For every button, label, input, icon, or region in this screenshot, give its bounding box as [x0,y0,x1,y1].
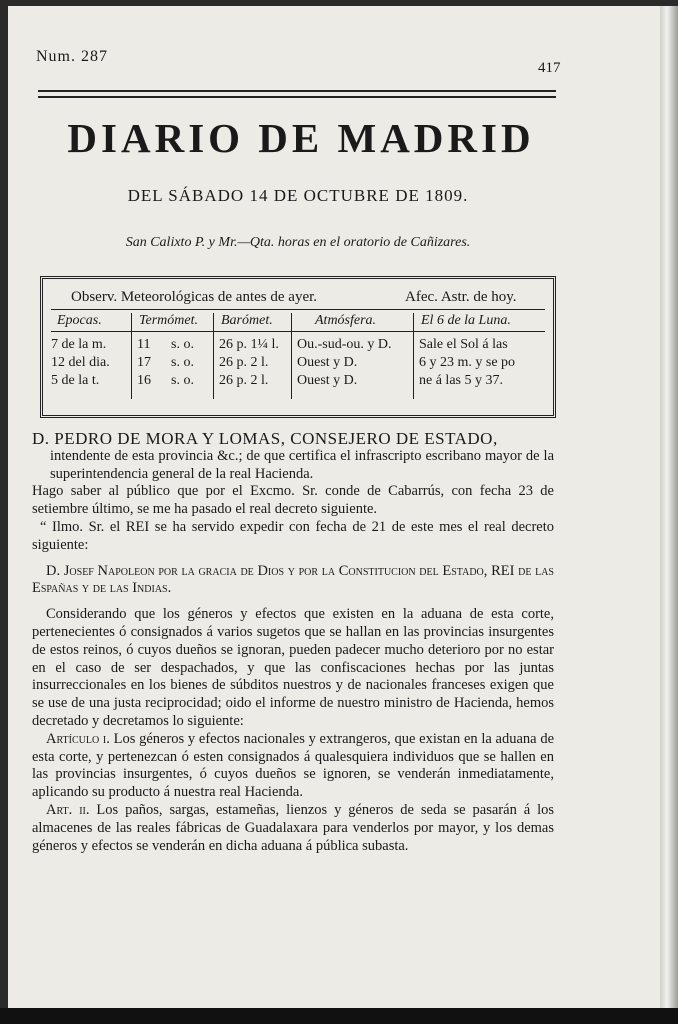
table-rule [51,331,545,332]
astro-line: ne á las 5 y 37. [419,373,503,388]
row-epoch: 7 de la m. [51,337,107,352]
row-epoch: 5 de la t. [51,373,100,388]
row-temp-dir: s. o. [171,373,194,388]
paragraph: Hago saber al público que por el Excmo. Sr. conde de Cabarrús, con fecha 23 de setiembre último, se me ha pasado el real decreto siguiente. [32,483,554,518]
column-divider [213,313,214,399]
newspaper-page [8,6,660,1014]
paragraph: “ Ilmo. Sr. el REI se ha servido expedir con fecha de 21 de este mes el real decreto siguiente: [32,518,554,553]
column-divider [291,313,292,399]
article [32,430,554,855]
row-atmos: Ouest y D. [297,355,358,370]
article-heading: D. PEDRO DE MORA Y LOMAS, CONSEJERO DE ESTADO, [32,429,498,448]
king-title: D. Josef Napoleon por la gracia de Dios y por la Constitucion del Estado, REI de las Españas y de las Indias. [32,562,554,597]
row-baro: 26 p. 2 l. [219,373,269,388]
article-label: Artículo i. [46,730,110,747]
article-intro: intendente de esta provincia &c.; de que certifica el infrascripto escribano mayor de la superintendencia general de la real Hacienda. [50,447,554,482]
saints-line: San Calixto P. y Mr.—Qta. horas en el oratorio de Cañizares. [125,235,471,250]
dateline: DEL SÁBADO 14 DE OCTUBRE DE 1809. [127,186,469,205]
article-text: Los géneros y efectos nacionales y extrangeros, que existan en la aduana de esta corte, y pertenezcan ó esten consignados á qualesquiera individuos que se hallen en las provincias insurgentes, ó cuyos dueños se ignoren, se venderán inmediatamente, aplicando su producto á nuestra real Hacienda. [32,730,555,801]
col-baromet: Barómet. [221,313,273,328]
top-rule-2 [38,96,556,98]
row-temp: 16 [137,373,151,388]
column-divider [413,313,414,399]
row-temp-dir: s. o. [171,355,194,370]
row-temp-dir: s. o. [171,337,194,352]
astro-line: 6 y 23 m. y se po [419,355,516,370]
row-baro: 26 p. 2 l. [219,355,269,370]
paragraph: Considerando que los géneros y efectos que existen en la aduana de esta corte, pertenecientes ó consignados á varios sugetos que se hallan en las provincias insurgentes de estos reinos, ó cuyos dueños se ignoran, pueden padecer mucho deterioro por no estar en el caso de ser despachados, y que las confiscaciones hechas por las juntas insurreccionales en los bienes de súbditos nuestros y de nacionales franceses exigen que se use de una justa reciprocidad; oido el informe de nuestro ministro de Hacienda, hemos decretado y decretamos lo siguiente: [32,606,554,729]
row-temp: 17 [137,355,151,370]
col-atmosfera: Atmósfera. [315,313,377,328]
weather-caption: Observ. Meteorológicas de antes de ayer. [71,289,318,305]
column-divider [131,313,132,399]
masthead-title: DIARIO DE MADRID [67,115,535,161]
page-number: 417 [538,60,561,76]
article-label: Art. ii. [46,801,90,818]
table-rule [51,309,545,310]
col-epocas: Epocas. [57,313,102,328]
col-luna: El 6 de la Luna. [421,313,511,328]
page-edge [660,6,678,1024]
top-rule [38,90,556,92]
row-baro: 26 p. 1¼ l. [219,337,279,352]
article-text: Los paños, sargas, estameñas, lienzos y géneros de seda se pasarán á los almacenes de las reales fábricas de Guadalaxara para venderlos por mayor, y los demas géneros y efectos se venderán en dicha aduana á pública subasta. [32,801,555,854]
astro-caption: Afec. Astr. de hoy. [405,289,517,305]
row-temp: 11 [137,337,151,352]
astro-line: Sale el Sol á las [419,337,508,352]
scan-border [0,1008,678,1024]
row-atmos: Ouest y D. [297,373,358,388]
weather-table [40,276,556,418]
row-epoch: 12 del dia. [51,355,110,370]
row-atmos: Ou.-sud-ou. y D. [297,337,392,352]
col-termomet: Termómet. [139,313,198,328]
issue-number: Num. 287 [36,48,108,65]
